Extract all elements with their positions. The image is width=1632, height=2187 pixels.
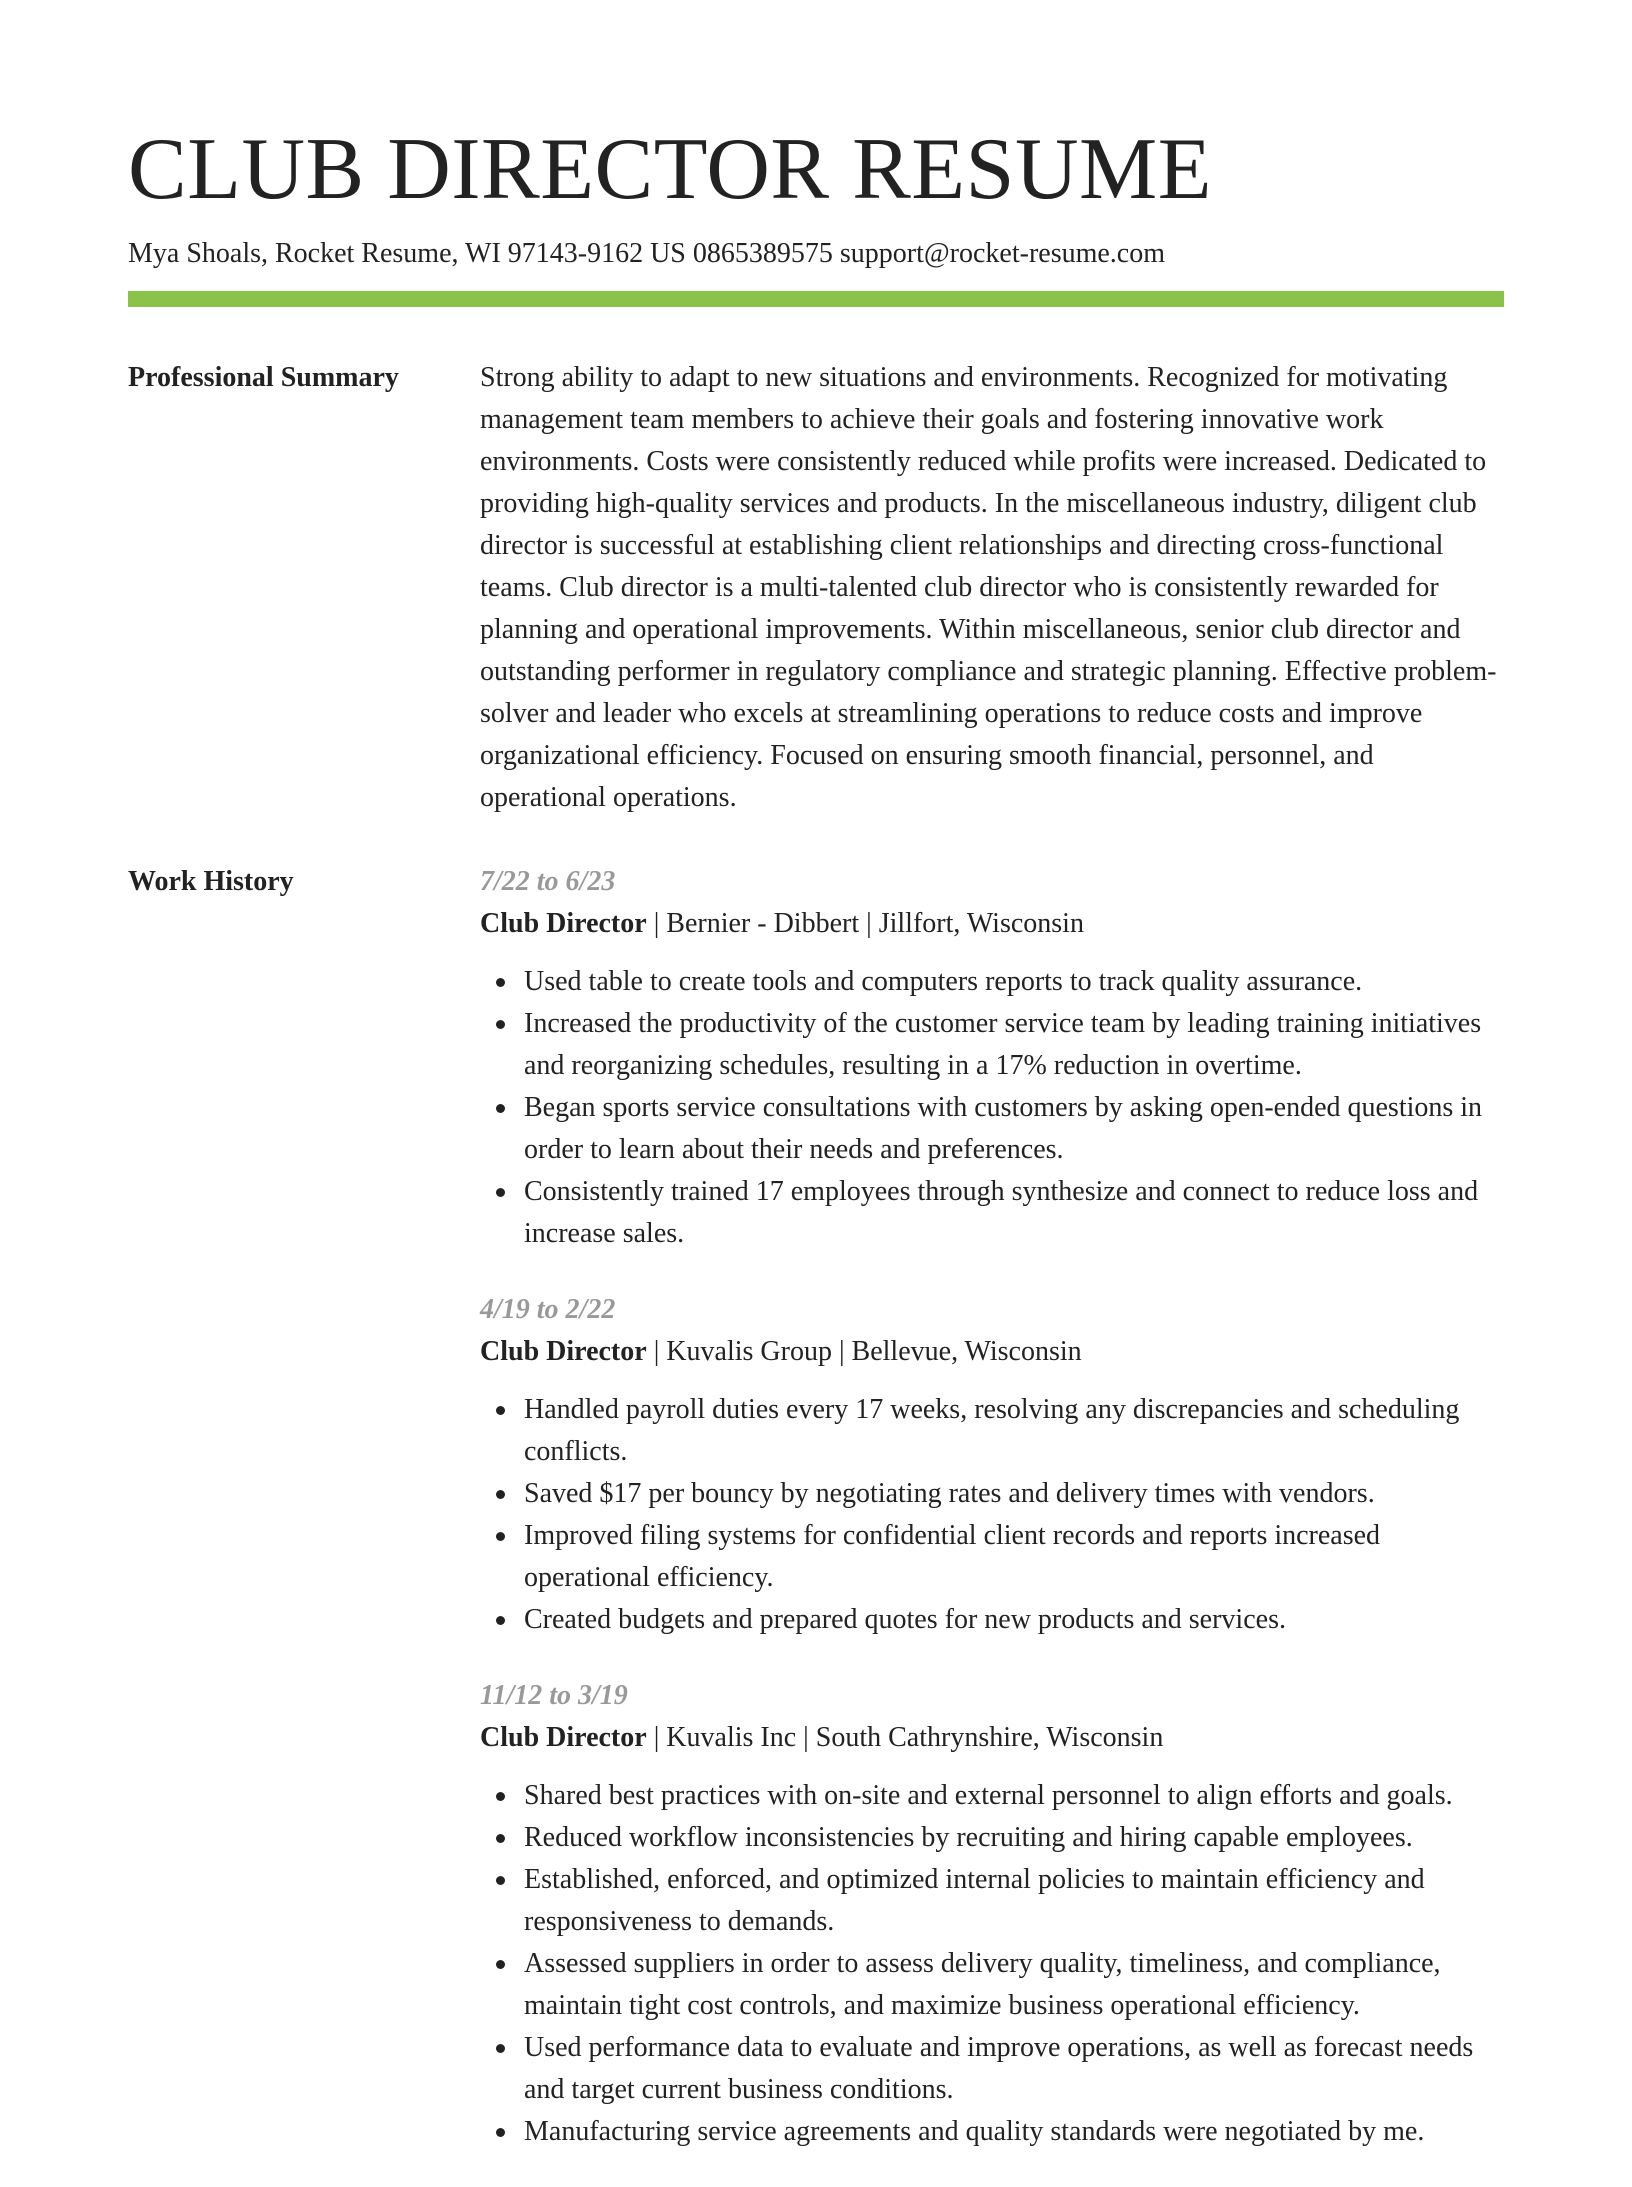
job-heading: [480, 903, 1504, 945]
job-dates: 7/22 to 6/23: [480, 866, 616, 897]
job-bullet-list: [480, 1389, 1504, 1641]
job-dates: 11/12 to 3/19: [480, 1680, 628, 1711]
job-employer-location: | Kuvalis Inc | South Cathrynshire, Wisconsin: [646, 1722, 1164, 1753]
job-bullet: Handled payroll duties every 17 weeks, resolving any discrepancies and scheduling conflicts.: [480, 1389, 1504, 1473]
job-bullet: Improved filing systems for confidential client records and reports increased operational efficiency.: [480, 1515, 1504, 1599]
job-bullet: Assessed suppliers in order to assess delivery quality, timeliness, and compliance, maintain tight cost controls, and maximize business operational efficiency.: [480, 1943, 1504, 2027]
job-heading: [480, 1331, 1504, 1373]
job-bullet-list: [480, 1775, 1504, 2153]
job-bullet: Used table to create tools and computers reports to track quality assurance.: [480, 961, 1504, 1003]
job-entry: [480, 1289, 1504, 1641]
job-employer-location: | Kuvalis Group | Bellevue, Wisconsin: [646, 1336, 1082, 1367]
job-bullet: Established, enforced, and optimized internal policies to maintain efficiency and responsiveness to demands.: [480, 1859, 1504, 1943]
job-entry: [480, 861, 1504, 1255]
job-bullet: Manufacturing service agreements and quality standards were negotiated by me.: [480, 2111, 1504, 2153]
job-bullet: Shared best practices with on-site and external personnel to align efforts and goals.: [480, 1775, 1504, 1817]
work-history-heading: Work History: [128, 866, 294, 897]
job-title: Club Director: [480, 1722, 647, 1753]
job-bullet: Reduced workflow inconsistencies by recruiting and hiring capable employees.: [480, 1817, 1504, 1859]
summary-heading: Professional Summary: [128, 362, 399, 393]
job-bullet-list: [480, 961, 1504, 1255]
work-history-section: [128, 861, 1504, 2187]
header-divider: [128, 291, 1504, 307]
job-title: Club Director: [480, 1336, 647, 1367]
job-bullet: Created budgets and prepared quotes for new products and services.: [480, 1599, 1504, 1641]
job-bullet: Increased the productivity of the customer service team by leading training initiatives and reorganizing schedules, resulting in a 17% reduction in overtime.: [480, 1003, 1504, 1087]
job-bullet: Began sports service consultations with customers by asking open-ended questions in order to learn about their needs and preferences.: [480, 1087, 1504, 1171]
summary-text: Strong ability to adapt to new situations and environments. Recognized for motivating management team members to achieve their goals and fostering innovative work environments. Costs were consistently reduced while profits were increased. Dedicated to providing high-quality services and products. In the miscellaneous industry, diligent club director is successful at establishing client relationships and directing cross-functional teams. Club director is a multi-talented club director who is consistently rewarded for planning and operational improvements. Within miscellaneous, senior club director and outstanding performer in regulatory compliance and strategic planning. Effective problem-solver and leader who excels at streamlining operations to reduce costs and improve organizational efficiency. Focused on ensuring smooth financial, personnel, and operational operations.: [480, 362, 1497, 813]
summary-section: [128, 357, 1504, 819]
work-history-body: [480, 861, 1504, 2187]
summary-body: [480, 357, 1504, 819]
job-employer-location: | Bernier - Dibbert | Jillfort, Wisconsin: [646, 908, 1084, 939]
contact-line: Mya Shoals, Rocket Resume, WI 97143-9162 US 0865389575 support@rocket-resume.com: [128, 238, 1166, 269]
job-entry: [480, 1675, 1504, 2153]
job-bullet: Used performance data to evaluate and improve operations, as well as forecast needs and target current business conditions.: [480, 2027, 1504, 2111]
job-bullet: Saved $17 per bouncy by negotiating rates and delivery times with vendors.: [480, 1473, 1504, 1515]
job-bullet: Consistently trained 17 employees through synthesize and connect to reduce loss and increase sales.: [480, 1171, 1504, 1255]
job-heading: [480, 1717, 1504, 1759]
resume-page: [128, 0, 1504, 2187]
resume-title: CLUB DIRECTOR RESUME: [128, 121, 1213, 218]
job-dates: 4/19 to 2/22: [480, 1294, 616, 1325]
job-title: Club Director: [480, 908, 647, 939]
